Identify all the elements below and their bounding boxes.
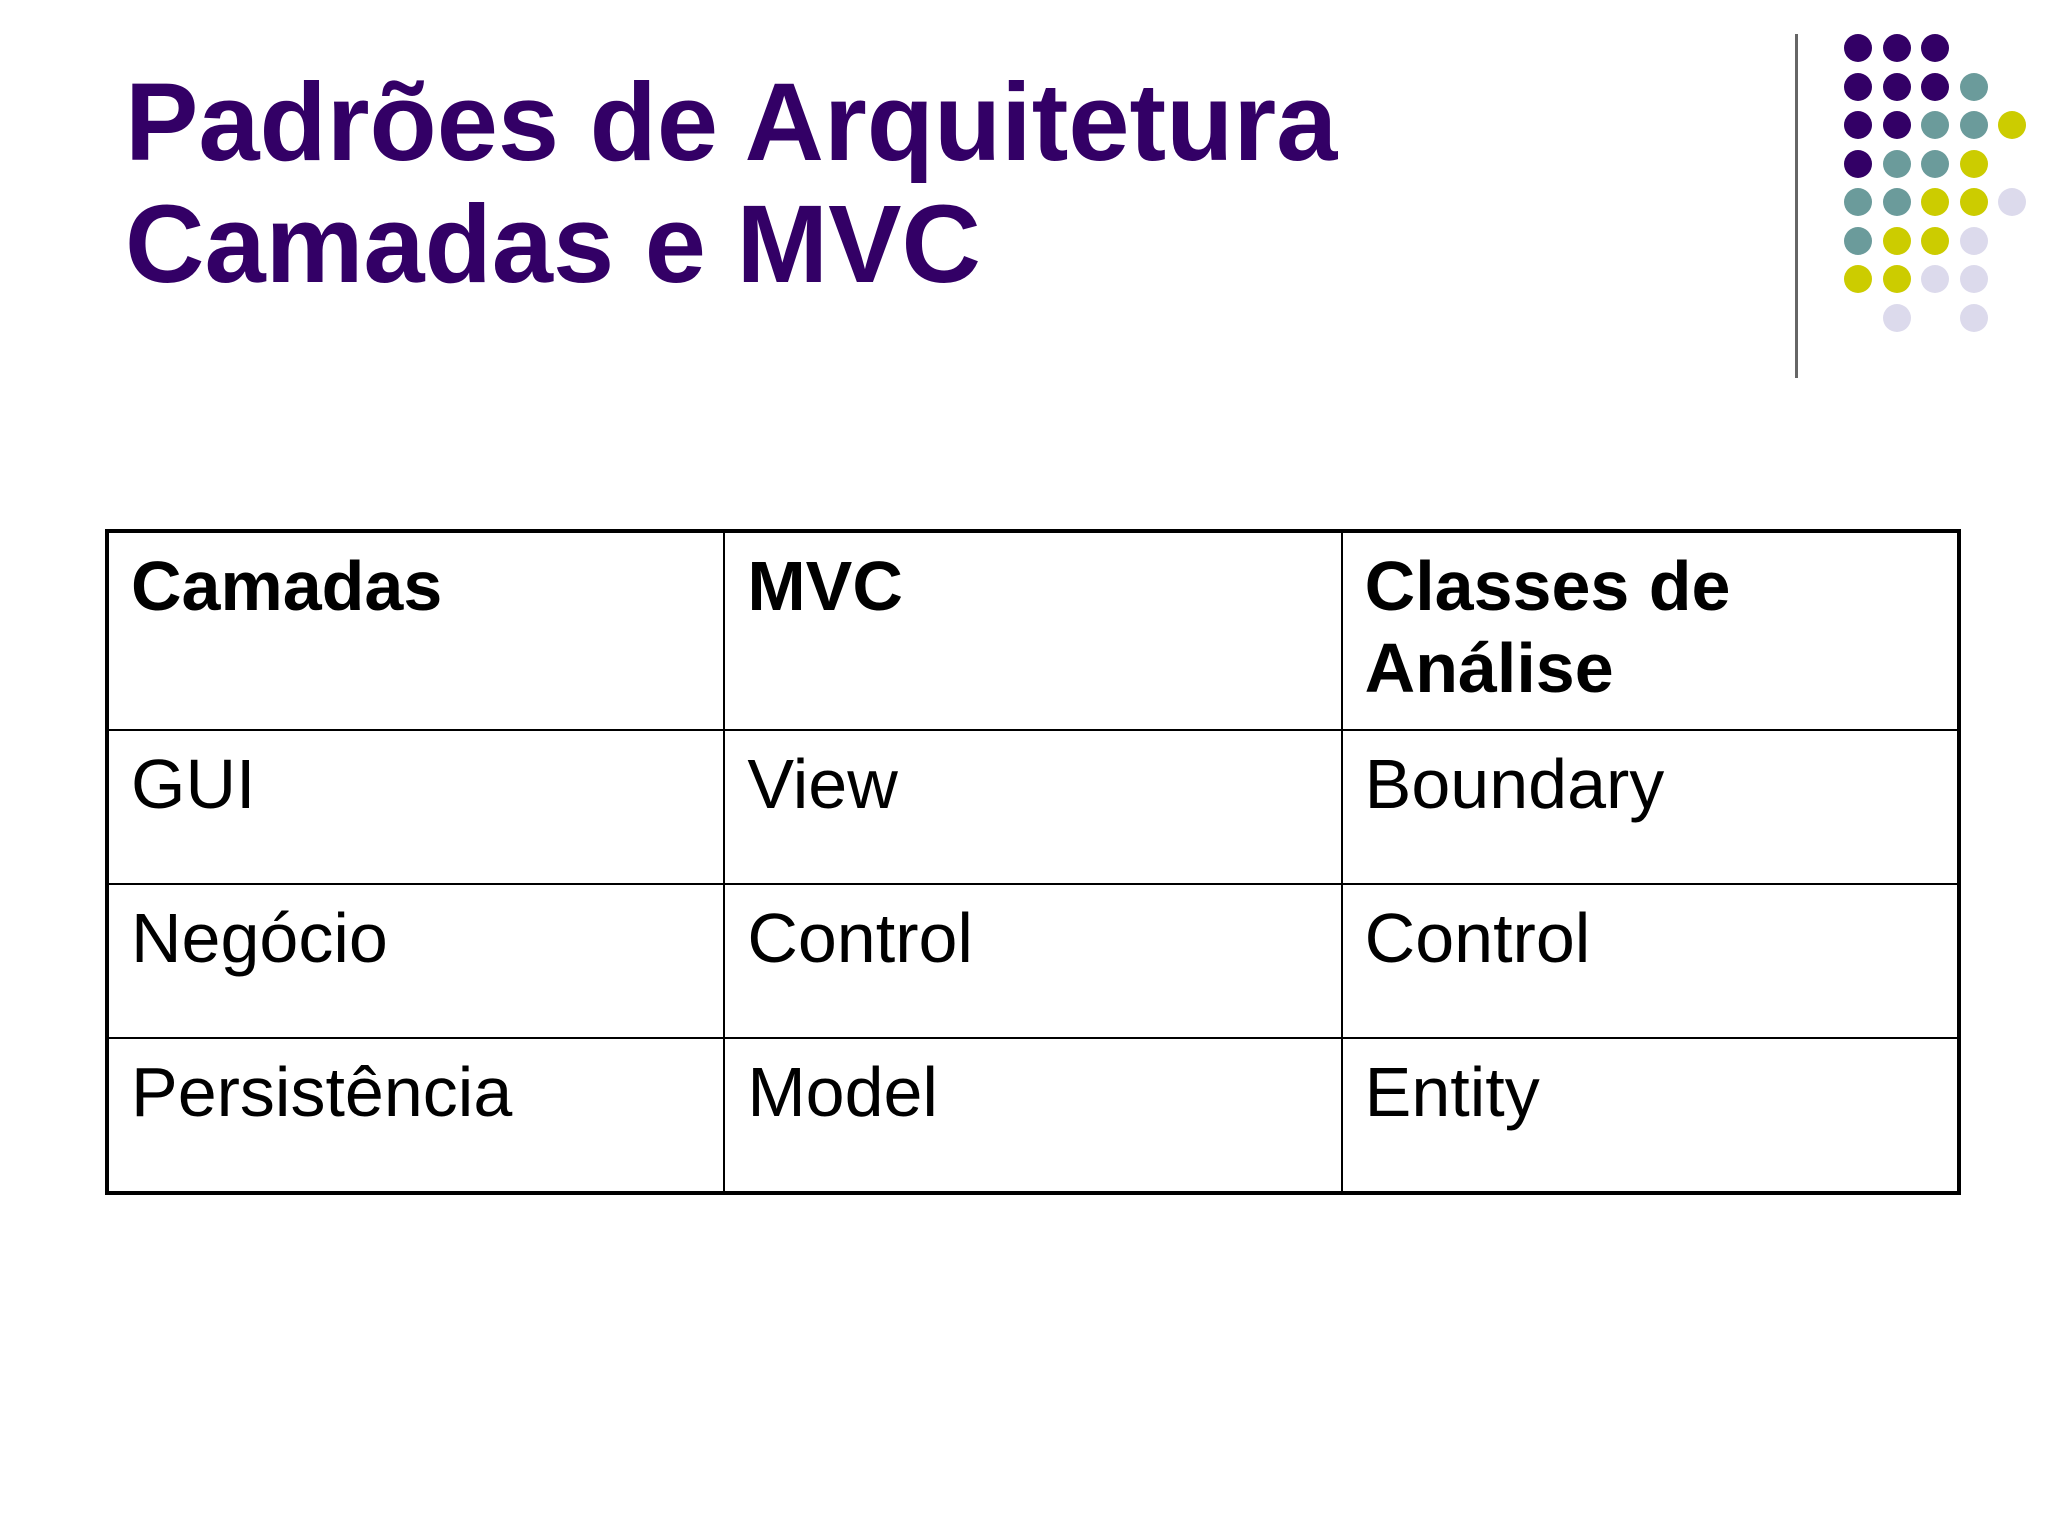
decorative-dot: [1883, 188, 1911, 216]
table-cell: View: [724, 730, 1341, 884]
decorative-dot: [1883, 265, 1911, 293]
decorative-dot: [1883, 150, 1911, 178]
decorative-dot: [1998, 111, 2026, 139]
vertical-divider: [1795, 34, 1798, 378]
table-row: [107, 730, 1959, 884]
title-line-2: Camadas e MVC: [125, 183, 981, 306]
decorative-dot: [1883, 34, 1911, 62]
decorative-dot: [1921, 227, 1949, 255]
header-cell-camadas: Camadas: [107, 531, 724, 730]
decorative-dot: [1998, 188, 2026, 216]
decorative-dot: [1883, 73, 1911, 101]
table-cell: Control: [724, 884, 1341, 1038]
decorative-dot: [1960, 111, 1988, 139]
table-row: [107, 884, 1959, 1038]
decorative-dot: [1844, 111, 1872, 139]
table-cell: Negócio: [107, 884, 724, 1038]
decorative-dot: [1844, 34, 1872, 62]
decorative-dot: [1960, 73, 1988, 101]
table-cell: GUI: [107, 730, 724, 884]
table-cell: Model: [724, 1038, 1341, 1193]
decorative-dot: [1844, 265, 1872, 293]
decorative-dot: [1921, 265, 1949, 293]
decorative-dot: [1960, 265, 1988, 293]
decorative-dot: [1960, 227, 1988, 255]
decorative-dot: [1921, 34, 1949, 62]
comparison-table: [105, 529, 1961, 1195]
decorative-dot: [1921, 73, 1949, 101]
table-header-row: [107, 531, 1959, 730]
slide-title: [125, 62, 1337, 306]
decorative-dot: [1921, 111, 1949, 139]
decorative-dot: [1844, 150, 1872, 178]
decorative-dot: [1960, 304, 1988, 332]
decorative-dot: [1921, 188, 1949, 216]
decorative-dot: [1960, 150, 1988, 178]
decorative-dot: [1844, 73, 1872, 101]
decorative-dot: [1883, 304, 1911, 332]
table-cell: Persistência: [107, 1038, 724, 1193]
decorative-dot: [1883, 227, 1911, 255]
table-cell: Control: [1342, 884, 1959, 1038]
header-cell-mvc: MVC: [724, 531, 1341, 730]
header-cell-classes: Classes de Análise: [1342, 531, 1959, 730]
decorative-dot: [1921, 150, 1949, 178]
decorative-dot: [1883, 111, 1911, 139]
decorative-dot: [1844, 188, 1872, 216]
title-line-1: Padrões de Arquitetura: [125, 61, 1338, 184]
table-row: [107, 1038, 1959, 1193]
table-cell: Entity: [1342, 1038, 1959, 1193]
decorative-dot: [1844, 227, 1872, 255]
decorative-dot: [1960, 188, 1988, 216]
table-cell: Boundary: [1342, 730, 1959, 884]
